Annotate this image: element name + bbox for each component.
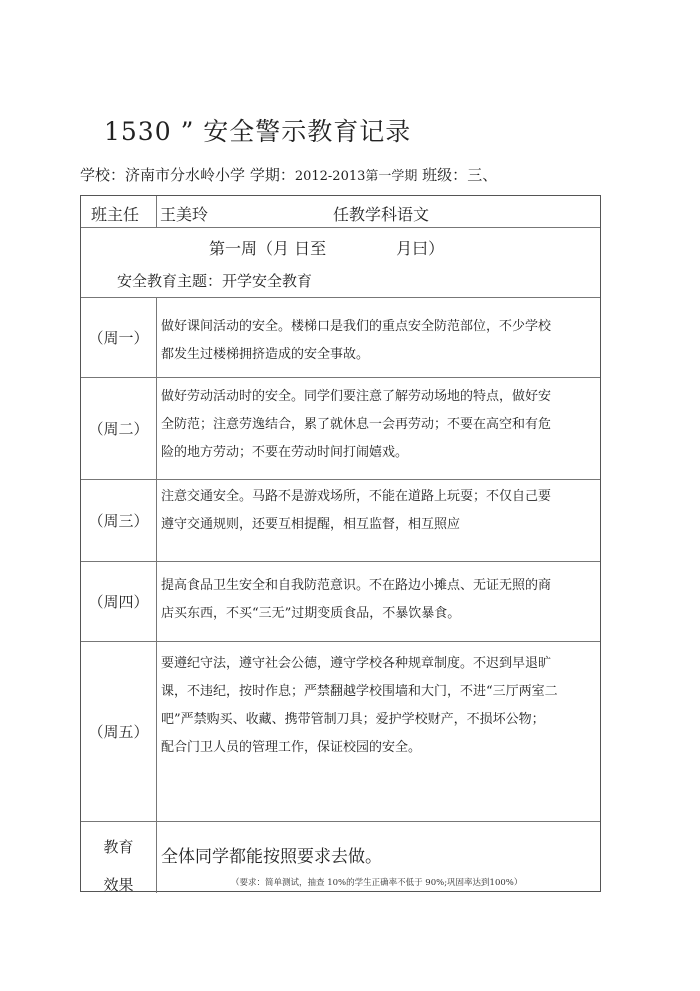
content-line: 做好课间活动的安全。楼梯口是我们的重点安全防范部位，不少学校 <box>161 319 552 334</box>
day-content <box>161 313 588 369</box>
content-line: 提高食品卫生安全和自我防范意识。不在路边小摊点、无证无照的商 <box>161 578 552 593</box>
effect-label-line-2: 效果 <box>103 876 134 894</box>
day-row-wednesday <box>81 480 600 562</box>
content-line: 吧”严禁购买、收藏、携带管制刀具；爱护学校财产，不损坏公物； <box>161 712 545 727</box>
day-label: （周二） <box>88 420 149 438</box>
column-divider <box>156 480 157 561</box>
subject-label: 任教学科语文 <box>333 205 430 224</box>
week-theme-row <box>81 228 600 298</box>
record-table <box>80 195 601 892</box>
content-line: 遵守交通规则，还要互相提醒，相互监督，相互照应 <box>161 517 461 532</box>
column-divider <box>156 822 157 893</box>
content-line: 要遵纪守法，遵守社会公德，遵守学校各种规章制度。不迟到早退旷 <box>161 656 552 671</box>
column-divider <box>156 378 157 479</box>
school-info-line <box>80 164 497 185</box>
class-value: 三、 <box>467 166 498 184</box>
effect-text: 全体同学都能按照要求去做。 <box>161 847 382 867</box>
day-row-monday <box>81 298 600 378</box>
day-label: （周一） <box>88 329 149 347</box>
week-start: 第一周（月 日至 <box>209 239 327 258</box>
column-divider <box>156 562 157 641</box>
day-label: （周五） <box>88 723 149 741</box>
column-divider <box>156 196 157 227</box>
day-content <box>161 572 588 628</box>
day-content <box>161 483 588 539</box>
teacher-row <box>81 196 600 228</box>
effect-label-line-1: 教育 <box>103 838 134 856</box>
content-line: 注意交通安全。马路不是游戏场所，不能在道路上玩耍；不仅自己要 <box>161 489 552 504</box>
teacher-name: 王美玲 <box>160 205 209 224</box>
column-divider <box>156 298 157 377</box>
teacher-label: 班主任 <box>91 205 140 224</box>
content-line: 做好劳动活动时的安全。同学们要注意了解劳动场地的特点，做好安 <box>161 389 552 404</box>
day-label: （周四） <box>88 593 149 611</box>
day-content <box>161 383 588 467</box>
column-divider <box>156 642 157 821</box>
content-line: 店买东西，不买“三无”过期变质食品，不暴饮暴食。 <box>161 606 461 621</box>
school-name: 济南市分水岭小学 <box>125 166 246 184</box>
day-row-tuesday <box>81 378 600 480</box>
effect-requirement: （要求：简单测试，抽查 10%的学生正确率不低于 90%;巩固率达到100%） <box>231 878 523 888</box>
term-label: 学期： <box>249 166 295 184</box>
day-content <box>161 650 588 762</box>
content-line: 配合门卫人员的管理工作，保证校园的安全。 <box>161 740 422 755</box>
day-label: （周三） <box>88 512 149 530</box>
week-end: 月曰） <box>396 239 445 258</box>
content-line: 课，不违纪，按时作息；严禁翻越学校围墙和大门，不进“三厅两室二 <box>161 684 558 699</box>
class-label: 班级： <box>422 166 468 184</box>
content-line: 险的地方劳动；不要在劳动时间打闹嬉戏。 <box>161 445 409 460</box>
school-label: 学校： <box>80 166 126 184</box>
content-line: 都发生过楼梯拥挤造成的安全事故。 <box>161 347 370 362</box>
week-range <box>209 236 444 259</box>
day-row-friday <box>81 642 600 822</box>
page-title: 1530 ” 安全警示教育记录 <box>104 117 412 146</box>
content-line: 全防范；注意劳逸结合，累了就休息一会再劳动；不要在高空和有危 <box>161 417 552 432</box>
effect-row <box>81 822 600 893</box>
education-theme: 安全教育主题：开学安全教育 <box>117 272 313 290</box>
term-value: 2012-2013第一学期 <box>294 169 418 184</box>
day-row-thursday <box>81 562 600 642</box>
